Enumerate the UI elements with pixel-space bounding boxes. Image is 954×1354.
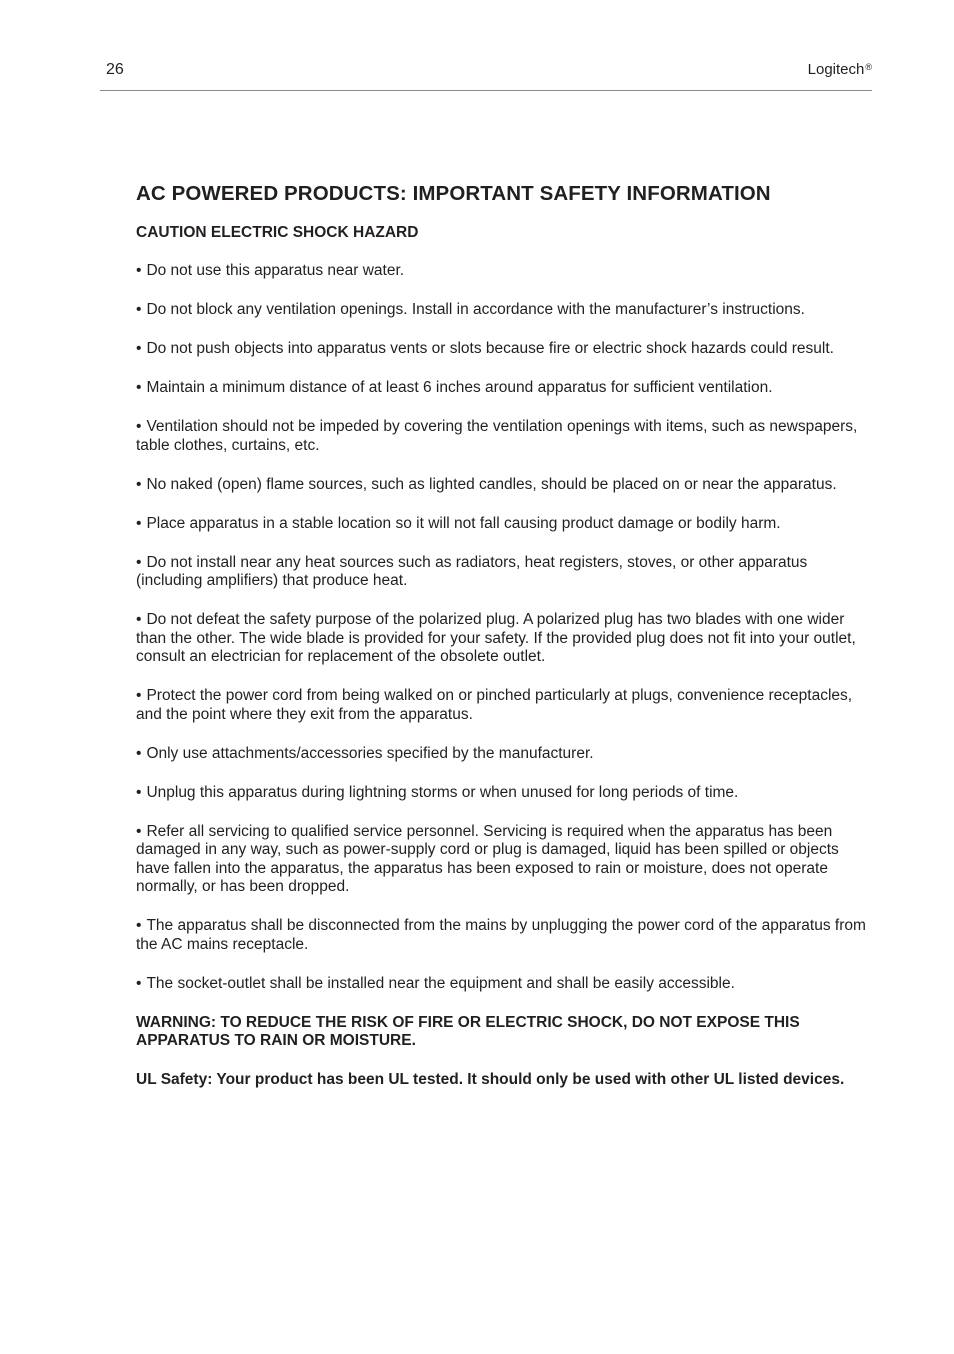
- header-divider: [100, 90, 872, 91]
- registered-mark: ®: [865, 62, 872, 72]
- page-title: AC POWERED PRODUCTS: IMPORTANT SAFETY INFORMATION: [136, 182, 771, 205]
- bullet-text: The socket-outlet shall be installed near the equipment and shall be easily accessible.: [146, 974, 735, 992]
- bullet-text: Do not defeat the safety purpose of the polarized plug. A polarized plug has two blades with one wider than the other. The wide blade is provided for your safety. If the provided plug does not fit into your outlet, consult an electrician for replacement of the obsolete outlet.: [136, 611, 856, 665]
- bullet-text: Do not install near any heat sources such as radiators, heat registers, stoves, or other apparatus (including amplifiers) that produce heat.: [136, 553, 808, 589]
- bullet-text: Do not use this apparatus near water.: [146, 262, 405, 279]
- bullet-dot: •: [136, 783, 142, 801]
- bullet-dot: •: [136, 301, 142, 318]
- bullet-dot: •: [136, 418, 142, 435]
- bullet-text: Protect the power cord from being walked on or pinched particularly at plugs, convenience receptacles, and the point where they exit from the apparatus.: [136, 687, 853, 723]
- safety-bullet-item: [136, 975, 874, 994]
- brand-name: [808, 60, 872, 80]
- document-body: [136, 181, 874, 1089]
- bullet-text: The apparatus shall be disconnected from the mains by unplugging the power cord of the apparatus from the AC mains receptacle.: [136, 917, 866, 953]
- section-subtitle: CAUTION ELECTRIC SHOCK HAZARD: [136, 224, 419, 241]
- bullet-dot: •: [136, 553, 142, 571]
- bullet-dot: •: [136, 744, 142, 762]
- safety-bullet-list: [136, 262, 874, 993]
- safety-bullet-item: [136, 823, 874, 897]
- safety-bullet-item: [136, 418, 874, 455]
- safety-bullet-item: [136, 301, 874, 320]
- bullet-text: Do not push objects into apparatus vents or slots because fire or electric shock hazards could result.: [146, 340, 834, 357]
- page-number: 26: [106, 61, 124, 78]
- warning-text: WARNING: TO REDUCE THE RISK OF FIRE OR ELECTRIC SHOCK, DO NOT EXPOSE THIS APPARATUS TO RAIN OR MOISTURE.: [136, 1013, 800, 1049]
- bullet-dot: •: [136, 687, 142, 704]
- safety-bullet-item: [136, 262, 874, 281]
- bullet-text: Maintain a minimum distance of at least 6 inches around apparatus for sufficient ventilation.: [146, 379, 773, 396]
- bullet-dot: •: [136, 974, 142, 992]
- brand-text: Logitech: [807, 61, 865, 78]
- bullet-text: Ventilation should not be impeded by covering the ventilation openings with items, such as newspapers, table clothes, curtains, etc.: [136, 418, 858, 454]
- safety-bullet-item: [136, 687, 874, 724]
- bullet-dot: •: [136, 262, 142, 279]
- bullet-dot: •: [136, 611, 142, 628]
- bullet-dot: •: [136, 822, 142, 840]
- bullet-text: Refer all servicing to qualified service personnel. Servicing is required when the apparatus has been damaged in any way, such as power-supply cord or plug is damaged, liquid has been spilled or objects have fallen into the apparatus, the apparatus has been exposed to rain or moisture, does not operate normally, or has been dropped.: [136, 822, 839, 895]
- bullet-text: Only use attachments/accessories specified by the manufacturer.: [146, 744, 594, 762]
- safety-bullet-item: [136, 745, 874, 764]
- safety-bullet-item: [136, 784, 874, 803]
- bullet-text: Place apparatus in a stable location so it will not fall causing product damage or bodily harm.: [146, 514, 781, 532]
- safety-bullet-item: [136, 476, 874, 495]
- bullet-dot: •: [136, 917, 142, 934]
- bullet-text: No naked (open) flame sources, such as lighted candles, should be placed on or near the apparatus.: [146, 475, 837, 493]
- bullet-dot: •: [136, 475, 142, 493]
- safety-bullet-item: [136, 917, 874, 954]
- bullet-dot: •: [136, 379, 142, 396]
- ul-safety-note: UL Safety: Your product has been UL tested. It should only be used with other UL listed devices.: [136, 1070, 845, 1088]
- bullet-text: Unplug this apparatus during lightning storms or when unused for long periods of time.: [146, 783, 739, 801]
- safety-bullet-item: [136, 340, 874, 359]
- safety-bullet-item: [136, 515, 874, 534]
- safety-bullet-item: [136, 611, 874, 667]
- safety-bullet-item: [136, 554, 874, 591]
- safety-bullet-item: [136, 379, 874, 398]
- bullet-text: Do not block any ventilation openings. Install in accordance with the manufacturer’s instructions.: [146, 301, 805, 318]
- bullet-dot: •: [136, 514, 142, 532]
- bullet-dot: •: [136, 340, 142, 357]
